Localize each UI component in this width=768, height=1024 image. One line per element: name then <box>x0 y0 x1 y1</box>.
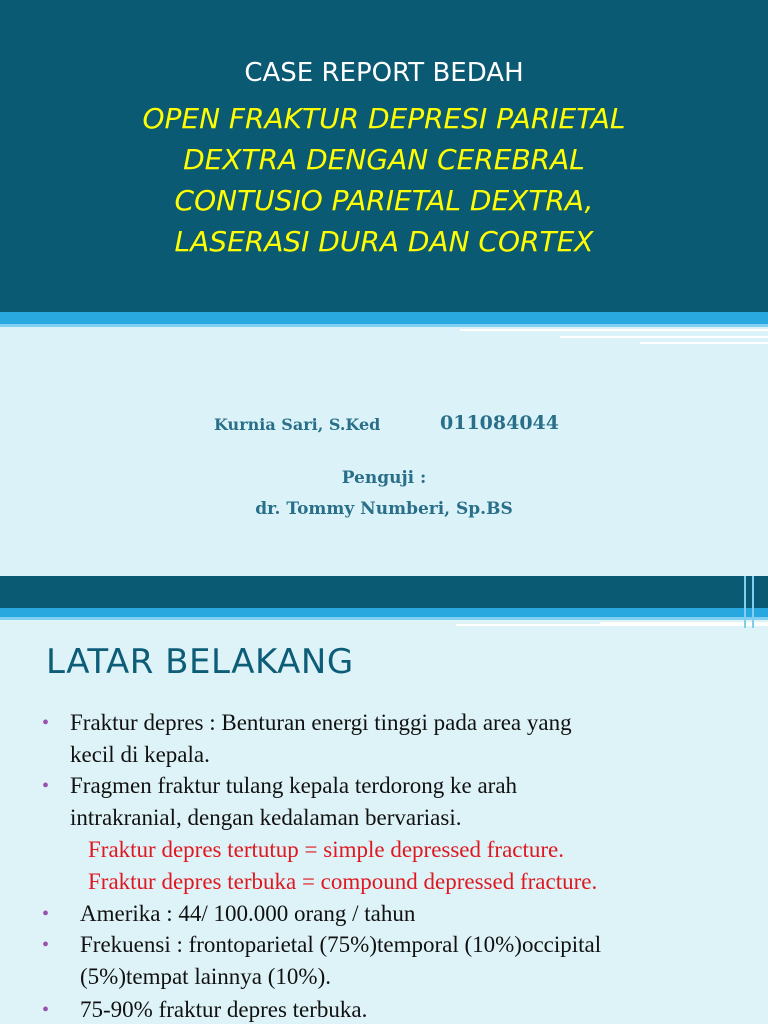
slide-title: CASE REPORT BEDAH <box>244 58 524 88</box>
bullet-text: kecil di kepala. <box>70 742 210 767</box>
subtitle-line: DEXTRA DENGAN CEREBRAL <box>183 143 585 176</box>
subtitle-line: LASERASI DURA DAN CORTEX <box>174 225 594 258</box>
author-name: Kurnia Sari, S.Ked <box>214 415 381 434</box>
bullet-text: Fragmen fraktur tulang kepala terdorong ke arah <box>70 773 518 798</box>
bullet-dot: • <box>42 712 50 734</box>
author-id: 011084044 <box>440 412 559 434</box>
bullet-dot: • <box>42 999 50 1021</box>
examiner-label: Penguji : <box>341 468 427 488</box>
bullet-text: (5%)tempat lainnya (10%). <box>80 964 331 989</box>
slide-subtitle <box>40 98 728 262</box>
subtitle-line: OPEN FRAKTUR DEPRESI PARIETAL <box>142 102 626 135</box>
highlight-text: Fraktur depres tertutup = simple depressed fracture. <box>88 837 565 862</box>
bullet-text: Amerika : 44/ 100.000 orang / tahun <box>80 901 416 926</box>
bullet-dot: • <box>42 934 50 956</box>
content-slide-band <box>0 576 768 608</box>
bullet-text: 75-90% fraktur depres terbuka. <box>80 997 368 1022</box>
bullet-text: Fraktur depres : Benturan energi tinggi pada area yang <box>70 710 572 735</box>
bullet-text: intrakranial, dengan kedalaman bervariasi. <box>70 805 462 830</box>
bullet-dot: • <box>42 775 50 797</box>
bullet-text: Frekuensi : frontoparietal (75%)temporal (10%)occipital <box>80 932 602 957</box>
examiner-name: dr. Tommy Numberi, Sp.BS <box>255 499 513 519</box>
section-heading: LATAR BELAKANG <box>46 642 354 682</box>
bullet-dot: • <box>42 903 50 925</box>
highlight-text: Fraktur depres terbuka = compound depressed fracture. <box>88 869 598 894</box>
subtitle-line: CONTUSIO PARIETAL DEXTRA, <box>174 184 594 217</box>
content-slide <box>0 576 768 1024</box>
